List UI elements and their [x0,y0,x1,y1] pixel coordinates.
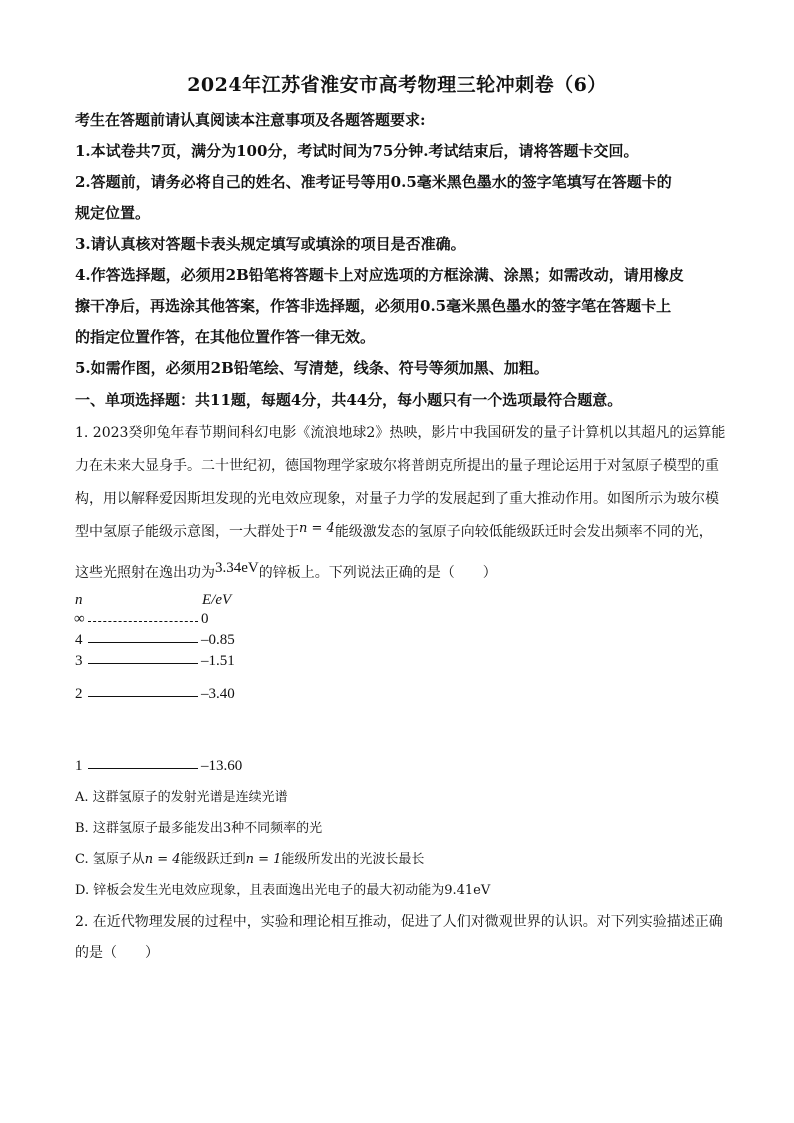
question-1-text: 构，用以解释爱因斯坦发现的光电效应现象，对量子力学的发展起到了重大推动作用。如图所示为玻尔模 [75,491,719,507]
question-1-text-part: 的锌板上。下列说法正确的是（ ） [258,565,497,581]
notice-item: 的指定位置作答，在其他位置作答一律无效。 [75,328,376,346]
energy-level-line [88,696,198,697]
question-2-text: 的是（ ） [75,945,159,961]
option-d: D. 锌板会发生光电效应现象，且表面逸出光电子的最大初动能为9.41eV [75,883,491,898]
energy-level-line [88,642,198,643]
quantum-number: n = 4 [144,852,181,867]
notice-item: 1.本试卷共7页，满分为100分，考试时间为75分钟.考试结束后，请将答题卡交回。 [75,142,639,160]
question-1-text [75,521,713,541]
option-c [75,848,424,867]
quantum-number: n = 1 [245,852,282,867]
work-function-value: 3.34eV [215,560,259,576]
notice-heading: 考生在答题前请认真阅读本注意事项及各题答题要求: [75,111,426,129]
option-c-text: 能级所发出的光波长最长 [281,852,425,867]
energy-level-diagram [70,592,270,782]
level-n: 4 [75,632,83,648]
option-a: A. 这群氢原子的发射光谱是连续光谱 [75,790,288,805]
level-n: 1 [75,758,83,774]
question-1-text: 1. 2023癸卯兔年春节期间科幻电影《流浪地球2》热映，影片中我国研发的量子计算机以其超凡的运算能 [75,425,726,441]
notice-item: 规定位置。 [75,204,151,222]
option-c-text: 能级跃迁到 [180,852,246,867]
energy-level-line [88,663,198,664]
energy-level-line [88,621,198,622]
quantum-number: n = 4 [299,521,335,536]
axis-label-energy: E/eV [202,592,232,608]
notice-item: 擦干净后，再选涂其他答案，作答非选择题，必须用0.5毫米黑色墨水的签字笔在答题卡上 [75,297,672,315]
option-b: B. 这群氢原子最多能发出3种不同频率的光 [75,821,323,836]
level-n: ∞ [74,611,85,627]
notice-item: 2.答题前，请务必将自己的姓名、准考证号等用0.5毫米黑色墨水的签字笔填写在答题卡的 [75,173,672,191]
notice-item: 5.如需作图，必须用2B铅笔绘、写清楚，线条、符号等须加黑、加粗。 [75,359,549,377]
level-n: 2 [75,686,83,702]
level-energy: –0.85 [201,632,235,648]
question-1-text-part: 型中氢原子能级示意图，一大群处于 [75,524,299,540]
question-1-text-part: 这些光照射在逸出功为 [75,565,215,581]
energy-level-line [88,768,198,769]
level-n: 3 [75,653,83,669]
level-energy: –3.40 [201,686,235,702]
question-1-text [75,562,497,582]
question-1-text: 力在未来大显身手。二十世纪初，德国物理学家玻尔将普朗克所提出的量子理论运用于对氢原子模型的重 [75,458,719,474]
option-c-text: C. 氢原子从 [75,852,145,867]
level-energy: –1.51 [201,653,235,669]
level-energy: –13.60 [201,758,243,774]
notice-item: 4.作答选择题，必须用2B铅笔将答题卡上对应选项的方框涂满、涂黑；如需改动，请用橡皮 [75,266,684,284]
question-1-text-part: 能级激发态的氢原子向较低能级跃迁时会发出频率不同的光， [334,524,713,540]
notice-item: 3.请认真核对答题卡表头规定填写或填涂的项目是否准确。 [75,235,466,253]
question-2-text: 2. 在近代物理发展的过程中，实验和理论相互推动，促进了人们对微观世界的认识。对下列实验描述正确 [75,914,723,930]
page-title: 2024年江苏省淮安市高考物理三轮冲刺卷（6） [187,74,607,96]
level-energy: 0 [201,611,209,627]
section-heading: 一、单项选择题：共11题，每题4分，共44分，每小题只有一个选项最符合题意。 [75,391,623,409]
axis-label-n: n [75,592,83,608]
